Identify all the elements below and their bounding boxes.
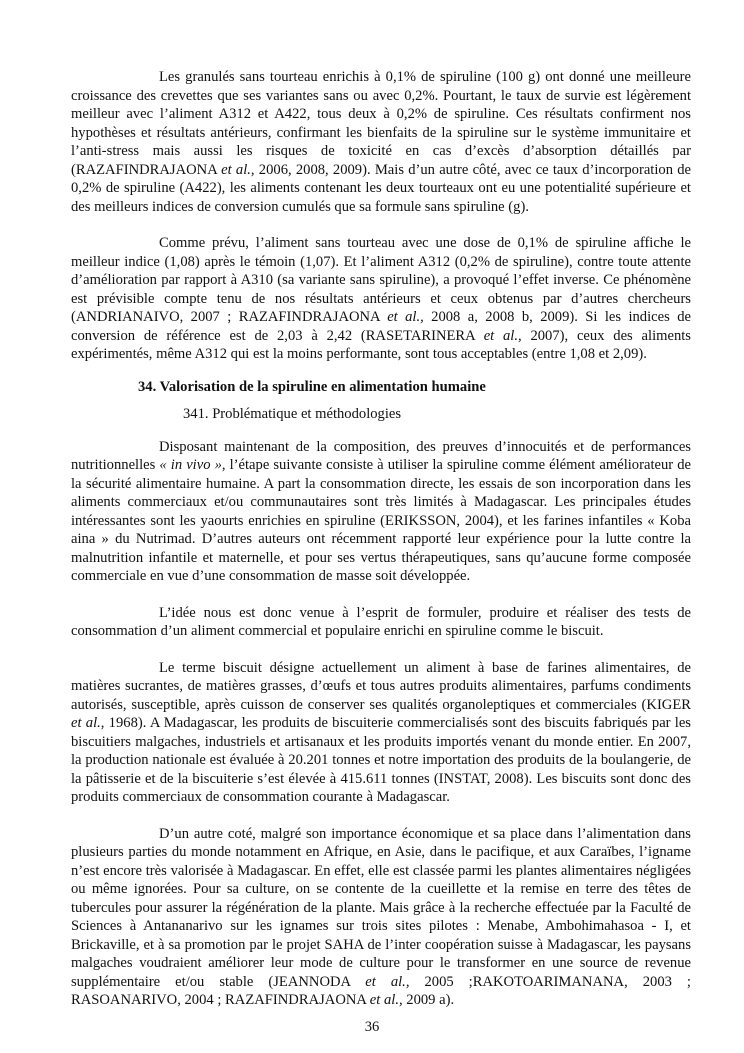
- section-heading: 34. Valorisation de la spiruline en alimentation humaine: [138, 378, 486, 395]
- page-number: 36: [364, 1019, 380, 1035]
- paragraph-spiruline-granules: Les granulés sans tourteau enrichis à 0,1% de spiruline (100 g) ont donné une meilleure croissance des crevettes que ses variantes sans ou avec 0,2%. Pourtant, le taux de survie est légèrement meilleur avec l’aliment A312 et A422, tous deux à 0,2% de spiruline. Ces résultats confirment nos hypothèses et résultats antérieurs, confirmant les bienfaits de la spiruline sur le système immunitaire et l’anti-stress mais aussi les risques de toxicité en cas d’excès d’absorption détaillés par (RAZAFINDRAJAONA et al., 2006, 2008, 2009). Mais d’un autre côté, avec ce taux d’incorporation de 0,2% de spiruline (A422), les aliments contenant les deux tourteaux ont eu une potentialité supérieure et des meilleurs indices de conversion cumulés que sa formule sans spiruline (g).: [71, 69, 691, 215]
- document-page: [71, 68, 691, 1010]
- paragraph-context: Disposant maintenant de la composition, des preuves d’innocuités et de performances nutritionnelles « in vivo », l’étape suivante consiste à utiliser la spiruline comme élément améliorateur de la sécurité alimentaire humaine. A part la consommation directe, les essais de son incorporation dans les aliments commerciaux et/ou communautaires sont très limités à Madagascar. Les principales études intéressantes sont les yaourts enrichies en spiruline (ERIKSSON, 2004), et les farines infantiles « Koba aina » du Nutrimad. D’autres auteurs ont récemment rapporté leur expérience pour la lutte contre la malnutrition infantile et maternelle, et pour ses vertus thérapeutiques, sans qu’aucune forme composée commerciale en vue d’une consommation de masse soit développée.: [71, 438, 691, 584]
- paragraph-biscuit-definition: Le terme biscuit désigne actuellement un aliment à base de farines alimentaires, de matières sucrantes, de matières grasses, d’œufs et tous autres produits alimentaires, parfums condiments autorisés, susceptible, après cuisson de conserver ses qualités organoleptiques et commerciales (KIGER et al., 1968). A Madagascar, les produits de biscuiterie commercialisés sont des biscuits fabriqués par les biscuitiers malgaches, industriels et artisanaux et les produits importés venant du monde entier. En 2007, la production nationale est évaluée à 20.201 tonnes et notre importation des produits de la boulangerie, de la pâtisserie et de la biscuiterie s’est élevée à 415.611 tonnes (INSTAT, 2008). Les biscuits sont donc des produits commerciaux de consommation courante à Madagascar.: [71, 659, 691, 805]
- paragraph-igname: D’un autre coté, malgré son importance économique et sa place dans l’alimentation dans plusieurs parties du monde notamment en Afrique, en Asie, dans le pacifique, et aux Caraïbes, l’igname n’est encore très valorisée à Madagascar. En effet, elle est classée parmi les plantes alimentaires négligées ou même ignorées. Pour sa culture, on se contente de la cueillette et la remise en terre des têtes de tubercules pour assurer la régénération de la plante. Mais grâce à la recherche effectuée par la Faculté de Sciences à Antananarivo sur les ignames sur trois sites pilotes : Menabe, Ambohimahasoa - I, et Brickaville, et à sa promotion par le projet SAHA de l’inter coopération suisse à Madagascar, les paysans malgaches voudraient améliorer leur mode de culture pour le transformer en une source de revenue supplémentaire et/ou stable (JEANNODA et al., 2005 ;RAKOTOARIMANANA, 2003 ; RASOANARIVO, 2004 ; RAZAFINDRAJAONA et al., 2009 a).: [71, 825, 691, 1008]
- paragraph-conversion-index: Comme prévu, l’aliment sans tourteau avec une dose de 0,1% de spiruline affiche le meilleur indice (1,08) après le témoin (1,07). Et l’aliment A312 (0,2% de spiruline), contre toute attente d’amélioration par rapport à A310 (sa variante sans spiruline), a provoqué l’effet inverse. Ce phénomène est prévisible compte tenu de nos résultats antérieurs et ceux obtenus par d’autres chercheurs (ANDRIANAIVO, 2007 ; RAZAFINDRAJAONA et al., 2008 a, 2008 b, 2009). Si les indices de conversion de référence est de 2,03 à 2,42 (RASETARINERA et al., 2007), ceux des aliments expérimentés, même A312 qui est la moins performante, sont tous acceptables (entre 1,08 et 2,09).: [71, 235, 691, 362]
- subsection-heading: 341. Problématique et méthodologies: [183, 406, 402, 422]
- paragraph-idea: L’idée nous est donc venue à l’esprit de formuler, produire et réaliser des tests de consommation d’un aliment commercial et populaire enrichi en spiruline comme le biscuit.: [71, 604, 691, 639]
